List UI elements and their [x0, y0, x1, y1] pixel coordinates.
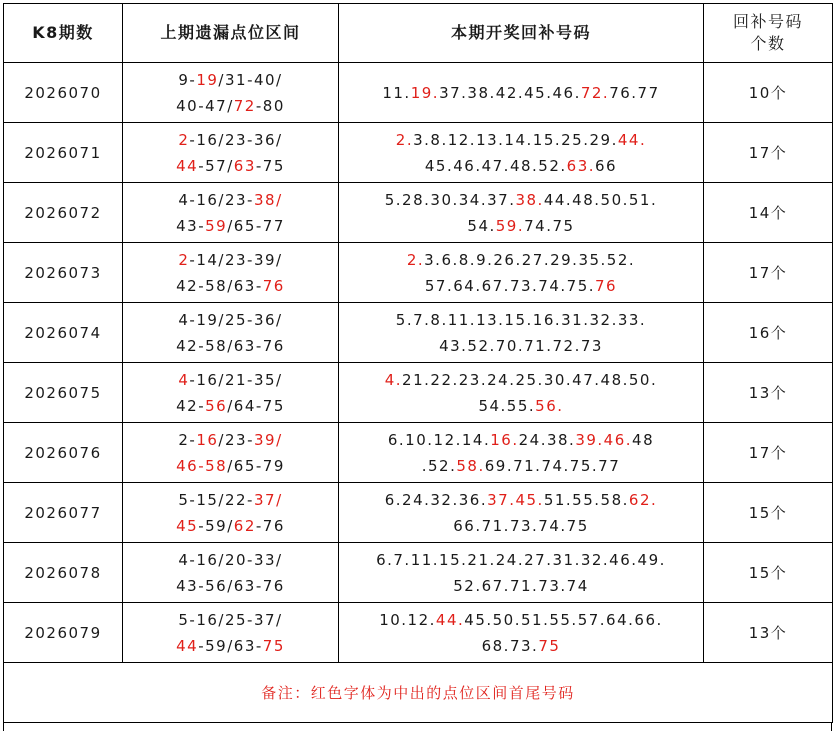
highlighted-number: 72: [233, 96, 256, 115]
highlighted-number: 62: [233, 516, 256, 535]
count-cell[interactable]: 14个: [704, 183, 833, 243]
highlighted-number: 76: [262, 276, 285, 295]
range-cell-line: [123, 453, 338, 479]
number-text: 51.55.58.: [543, 490, 629, 509]
count-cell[interactable]: 15个: [704, 483, 833, 543]
period-cell[interactable]: 2026071: [4, 123, 123, 183]
highlighted-number: 19.: [410, 83, 440, 102]
number-text: 44.48.50.51.: [543, 190, 658, 209]
highlighted-number: 75: [262, 636, 285, 655]
highlighted-number: 38/: [253, 190, 283, 209]
numbers-cell-line: [339, 513, 703, 539]
range-cell-line: [123, 247, 338, 273]
numbers-cell-line: [339, 453, 703, 479]
number-text: 57.64.67.73.74.75.: [424, 276, 596, 295]
count-cell[interactable]: 17个: [704, 423, 833, 483]
count-cell[interactable]: 13个: [704, 363, 833, 423]
range-cell-line: [123, 393, 338, 419]
number-text: 66.71.73.74.75: [453, 516, 589, 535]
number-text: /64-75: [227, 396, 285, 415]
number-text: -80: [255, 96, 285, 115]
numbers-cell[interactable]: [339, 123, 704, 183]
number-text: 24.38.: [518, 430, 576, 449]
header-row: [4, 4, 833, 63]
highlighted-number: 39/: [253, 430, 283, 449]
numbers-cell-line: [339, 393, 703, 419]
number-text: -16/21-35/: [189, 370, 283, 389]
numbers-cell-line: [339, 427, 703, 453]
highlighted-number: 38.: [515, 190, 544, 209]
numbers-cell-line: [339, 547, 703, 573]
range-cell-line: [123, 513, 338, 539]
number-text: 2-: [178, 430, 197, 449]
number-text: -59/: [198, 516, 234, 535]
number-text: 3.8.12.13.14.15.25.29.: [413, 130, 618, 149]
highlighted-number: 62.: [628, 490, 658, 509]
number-text: -14/23-39/: [189, 250, 283, 269]
number-text: 74.75: [524, 216, 575, 235]
period-cell[interactable]: 2026070: [4, 63, 123, 123]
range-cell[interactable]: [123, 303, 339, 363]
numbers-cell-line: [339, 127, 703, 153]
number-text: 3.6.8.9.26.27.29.35.52.: [424, 250, 636, 269]
range-cell-line: [123, 307, 338, 333]
number-text: 5.7.8.11.13.15.16.31.32.33.: [395, 310, 647, 329]
number-text: 6.24.32.36.: [384, 490, 488, 509]
highlighted-number: 59: [205, 216, 228, 235]
note-row: [4, 663, 833, 723]
range-cell-line: [123, 633, 338, 659]
note-cell[interactable]: 备注：红色字体为中出的点位区间首尾号码: [4, 663, 833, 723]
highlighted-number: 44.: [617, 130, 647, 149]
table-row: [4, 423, 833, 483]
range-cell[interactable]: [123, 363, 339, 423]
table-row: [4, 63, 833, 123]
number-text: 10.12.: [379, 610, 436, 629]
highlighted-number: 19: [196, 70, 219, 89]
header-period[interactable]: K8期数: [4, 4, 123, 63]
numbers-cell[interactable]: [339, 603, 704, 663]
numbers-cell-line: [339, 607, 703, 633]
numbers-cell[interactable]: [339, 543, 704, 603]
number-text: .52.: [421, 456, 457, 475]
number-text: 42-58/63-76: [176, 336, 285, 355]
period-cell[interactable]: 2026073: [4, 243, 123, 303]
number-text: 37.38.42.45.46.: [439, 83, 581, 102]
highlighted-number: 76: [595, 276, 618, 295]
range-cell-line: [123, 187, 338, 213]
numbers-cell-line: [339, 367, 703, 393]
highlighted-number: 37.45.: [487, 490, 544, 509]
numbers-cell-line: [339, 187, 703, 213]
number-text: 68.73.: [481, 636, 539, 655]
highlighted-number: 16: [196, 430, 219, 449]
number-text: 48: [632, 430, 655, 449]
highlighted-number: 39.46.: [575, 430, 633, 449]
highlighted-number: 45: [176, 516, 199, 535]
period-cell[interactable]: 2026072: [4, 183, 123, 243]
highlighted-number: 4.: [384, 370, 403, 389]
highlighted-number: 63: [233, 156, 256, 175]
number-text: 4-19/25-36/: [178, 310, 283, 329]
count-cell[interactable]: 10个: [704, 63, 833, 123]
highlighted-number: 46-58: [176, 456, 228, 475]
range-cell-line: [123, 273, 338, 299]
numbers-cell-line: [339, 247, 703, 273]
table-row: [4, 303, 833, 363]
table-row: [4, 483, 833, 543]
number-text: 4-16/23-: [178, 190, 254, 209]
number-text: -75: [255, 156, 285, 175]
period-cell[interactable]: 2026078: [4, 543, 123, 603]
range-cell-line: [123, 487, 338, 513]
period-cell[interactable]: 2026074: [4, 303, 123, 363]
highlighted-number: 4: [178, 370, 190, 389]
numbers-cell[interactable]: [339, 63, 704, 123]
range-cell[interactable]: [123, 483, 339, 543]
numbers-cell-line: [339, 333, 703, 359]
numbers-cell-line: [339, 633, 703, 659]
number-text: 69.71.74.75.77: [484, 456, 621, 475]
range-cell-line: [123, 607, 338, 633]
highlighted-number: 2: [178, 130, 190, 149]
number-text: 42-: [176, 396, 206, 415]
number-text: 6.7.11.15.21.24.27.31.32.46.49.: [376, 550, 666, 569]
numbers-cell[interactable]: [339, 483, 704, 543]
header-count-line1: 回补号码: [732, 12, 803, 31]
number-text: 54.: [467, 216, 496, 235]
range-cell[interactable]: [123, 243, 339, 303]
highlighted-number: 75: [538, 636, 561, 655]
range-cell[interactable]: [123, 543, 339, 603]
range-cell[interactable]: [123, 63, 339, 123]
numbers-cell[interactable]: [339, 183, 704, 243]
next-row-fragment: [3, 722, 832, 731]
highlighted-number: 72.: [580, 83, 610, 102]
number-text: 5.28.30.34.37.: [384, 190, 516, 209]
number-text: 43.52.70.71.72.73: [439, 336, 603, 355]
highlighted-number: 2: [178, 250, 190, 269]
table-row: [4, 603, 833, 663]
number-text: 45.50.51.55.57.64.66.: [464, 610, 663, 629]
numbers-cell-line: [339, 80, 703, 106]
table-row: [4, 363, 833, 423]
number-text: 9-: [178, 70, 197, 89]
highlighted-number: 2.: [395, 130, 414, 149]
table-row: [4, 243, 833, 303]
number-text: 21.22.23.24.25.30.47.48.50.: [402, 370, 658, 389]
number-text: 5-15/22-: [178, 490, 254, 509]
highlighted-number: 44.: [435, 610, 465, 629]
range-cell-line: [123, 367, 338, 393]
highlighted-number: 56.: [535, 396, 564, 415]
number-text: 66: [595, 156, 618, 175]
number-text: 43-56/63-76: [176, 576, 285, 595]
highlighted-number: 63.: [566, 156, 596, 175]
number-text: -76: [255, 516, 285, 535]
number-text: /65-77: [227, 216, 285, 235]
header-count[interactable]: [704, 4, 833, 63]
table-row: [4, 183, 833, 243]
header-count-line2: 个数: [750, 34, 786, 53]
highlighted-number: 16.: [490, 430, 519, 449]
range-cell-line: [123, 213, 338, 239]
range-cell-line: [123, 93, 338, 119]
number-text: /65-79: [227, 456, 285, 475]
range-cell-line: [123, 573, 338, 599]
highlighted-number: 37/: [253, 490, 283, 509]
numbers-cell-line: [339, 487, 703, 513]
range-cell-line: [123, 547, 338, 573]
number-text: 40-47/: [176, 96, 234, 115]
count-cell[interactable]: 15个: [704, 543, 833, 603]
table-row: [4, 543, 833, 603]
count-cell[interactable]: 17个: [704, 243, 833, 303]
count-cell[interactable]: 13个: [704, 603, 833, 663]
numbers-cell[interactable]: [339, 363, 704, 423]
lottery-table: [3, 3, 833, 723]
range-cell[interactable]: [123, 183, 339, 243]
numbers-cell-line: [339, 573, 703, 599]
numbers-cell-line: [339, 153, 703, 179]
range-cell[interactable]: [123, 123, 339, 183]
range-cell-line: [123, 67, 338, 93]
header-range[interactable]: 上期遗漏点位区间: [123, 4, 339, 63]
count-cell[interactable]: 17个: [704, 123, 833, 183]
number-text: 6.10.12.14.: [387, 430, 491, 449]
range-cell-line: [123, 427, 338, 453]
numbers-cell[interactable]: [339, 423, 704, 483]
number-text: -16/23-36/: [189, 130, 283, 149]
header-numbers[interactable]: 本期开奖回补号码: [339, 4, 704, 63]
numbers-cell[interactable]: [339, 303, 704, 363]
highlighted-number: 58.: [456, 456, 485, 475]
highlighted-number: 44: [176, 636, 199, 655]
table-row: [4, 123, 833, 183]
number-text: 52.67.71.73.74: [453, 576, 589, 595]
range-cell[interactable]: [123, 423, 339, 483]
range-cell-line: [123, 333, 338, 359]
number-text: /23-: [218, 430, 254, 449]
numbers-cell-line: [339, 307, 703, 333]
number-text: /31-40/: [218, 70, 283, 89]
number-text: 4-16/20-33/: [178, 550, 283, 569]
period-cell[interactable]: 2026079: [4, 603, 123, 663]
number-text: -59/63-: [198, 636, 263, 655]
number-text: -57/: [198, 156, 234, 175]
number-text: 45.46.47.48.52.: [424, 156, 567, 175]
period-cell[interactable]: 2026075: [4, 363, 123, 423]
period-cell[interactable]: 2026076: [4, 423, 123, 483]
highlighted-number: 59.: [495, 216, 525, 235]
numbers-cell[interactable]: [339, 243, 704, 303]
highlighted-number: 44: [176, 156, 199, 175]
number-text: 43-: [176, 216, 206, 235]
numbers-cell-line: [339, 273, 703, 299]
range-cell[interactable]: [123, 603, 339, 663]
count-cell[interactable]: 16个: [704, 303, 833, 363]
number-text: 76.77: [609, 83, 660, 102]
highlighted-number: 2.: [406, 250, 425, 269]
number-text: 42-58/63-: [176, 276, 263, 295]
number-text: 11.: [382, 83, 411, 102]
range-cell-line: [123, 127, 338, 153]
number-text: 54.55.: [478, 396, 536, 415]
period-cell[interactable]: 2026077: [4, 483, 123, 543]
numbers-cell-line: [339, 213, 703, 239]
number-text: 5-16/25-37/: [178, 610, 283, 629]
range-cell-line: [123, 153, 338, 179]
highlighted-number: 56: [205, 396, 228, 415]
